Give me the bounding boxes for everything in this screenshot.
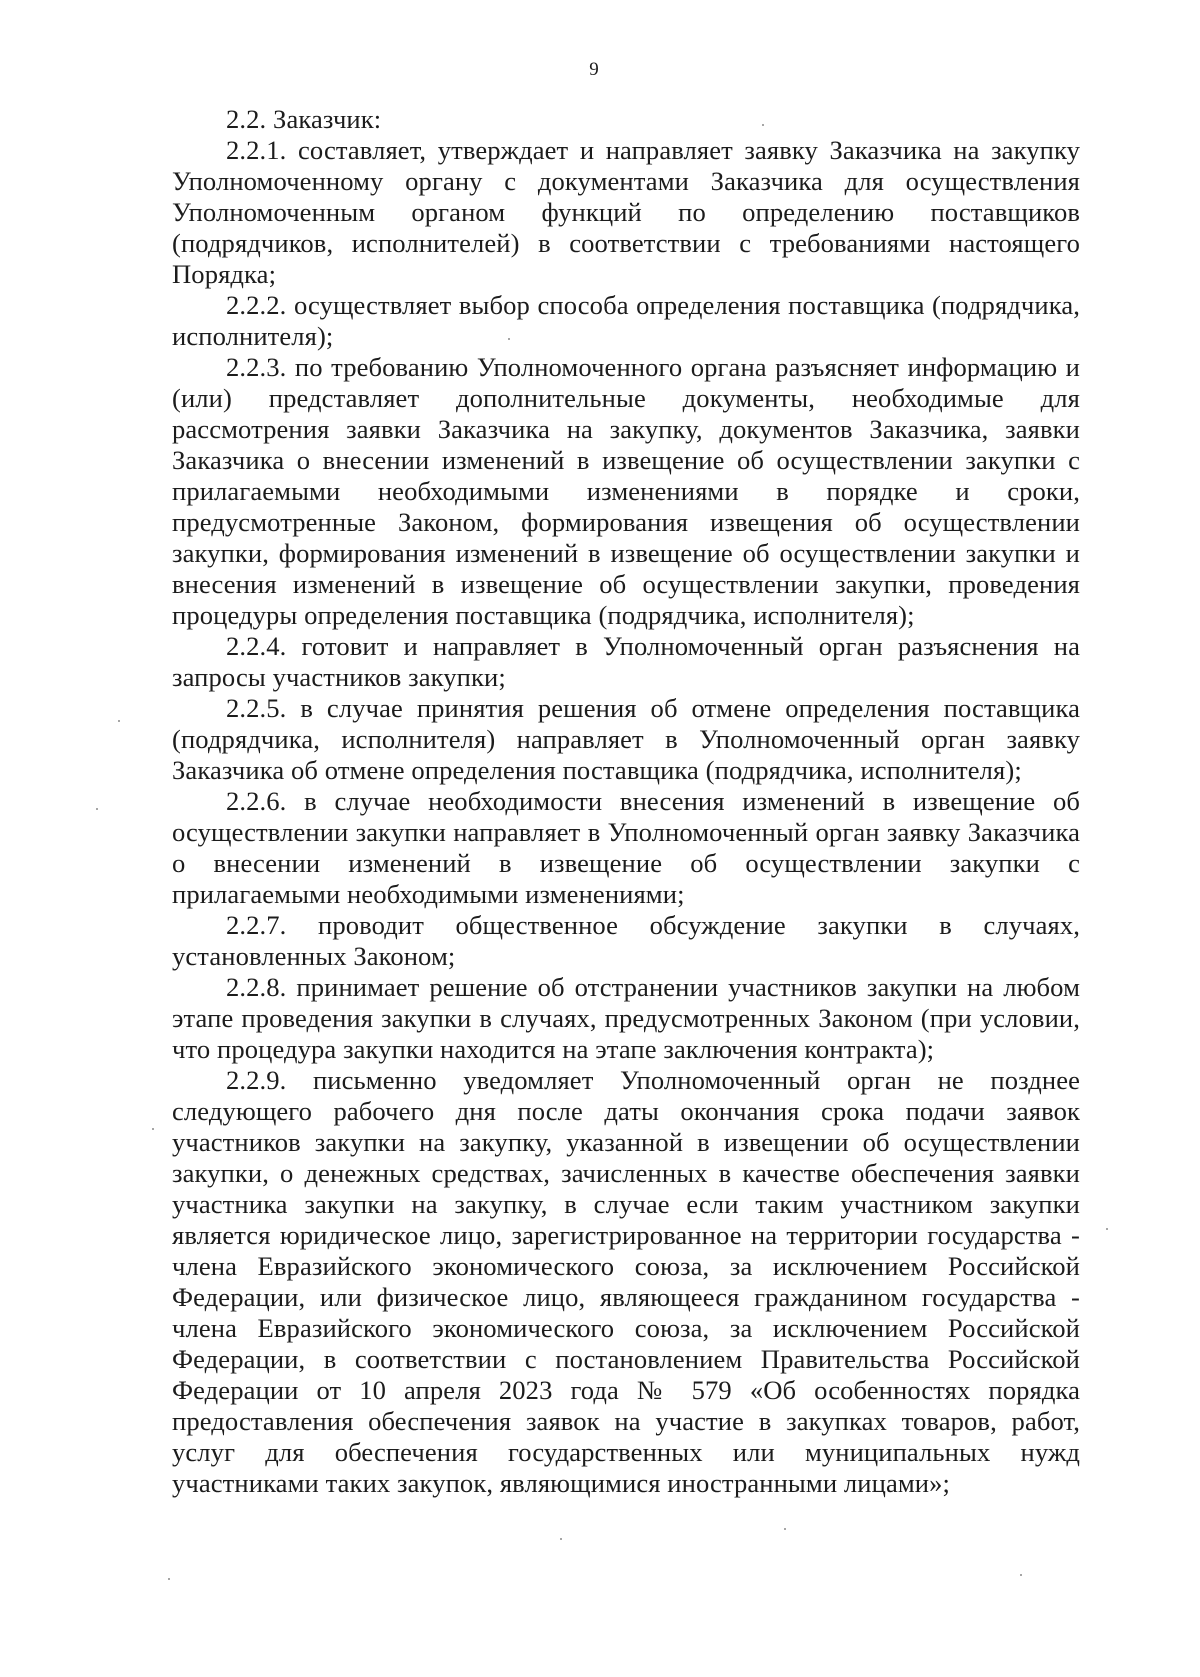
scan-speck [784,1528,786,1530]
scan-speck [508,338,510,340]
document-body [172,104,1080,1499]
scan-speck [118,720,120,722]
scan-speck [152,1128,154,1130]
scan-speck [762,124,764,126]
paragraph-2-2-7: 2.2.7. проводит общественное обсуждение закупки в случаях, установленных Законом; [172,910,1080,971]
paragraph-2-2-8: 2.2.8. принимает решение об отстранении участников закупки на любом этапе проведения закупки в случаях, предусмотренных Законом (при условии, что процедура закупки находится на этапе заключения контракта); [172,972,1080,1064]
scan-speck [560,1538,562,1540]
scan-speck [96,808,98,810]
paragraph-2-2-4: 2.2.4. готовит и направляет в Уполномоченный орган разъяснения на запросы участников закупки; [172,631,1080,692]
paragraph-2-2-2: 2.2.2. осуществляет выбор способа определения поставщика (подрядчика, исполнителя); [172,290,1080,351]
paragraph-2-2-5: 2.2.5. в случае принятия решения об отмене определения поставщика (подрядчика, исполнителя) направляет в Уполномоченный орган заявку Заказчика об отмене определения поставщика (подрядчика, исполнителя); [172,693,1080,785]
paragraph-2-2-9: 2.2.9. письменно уведомляет Уполномоченный орган не позднее следующего рабочего дня после даты окончания срока подачи заявок участников закупки на закупку, указанной в извещении об осуществлении закупки, о денежных средствах, зачисленных в качестве обеспечения заявки участника закупки на закупку, в случае если таким участником закупки является юридическое лицо, зарегистрированное на территории государства - члена Евразийского экономического союза, за исключением Российской Федерации, или физическое лицо, являющееся гражданином государства - члена Евразийского экономического союза, за исключением Российской Федерации, в соответствии с постановлением Правительства Российской Федерации от 10 апреля 2023 года № 579 «Об особенностях порядка предоставления обеспечения заявок на участие в закупках товаров, работ, услуг для обеспечения государственных или муниципальных нужд участниками таких закупок, являющимися иностранными лицами»; [172,1065,1080,1498]
paragraph-2-2-6: 2.2.6. в случае необходимости внесения изменений в извещение об осуществлении закупки направляет в Уполномоченный орган заявку Заказчика о внесении изменений в извещение об осуществлении закупки с прилагаемыми необходимыми изменениями; [172,786,1080,909]
scan-speck [168,1578,170,1580]
paragraph-2-2: 2.2. Заказчик: [226,104,382,134]
paragraph-2-2-3: 2.2.3. по требованию Уполномоченного органа разъясняет информацию и (или) представляет дополнительные документы, необходимые для рассмотрения заявки Заказчика на закупку, документов Заказчика, заявки Заказчика о внесении изменений в извещение об осуществлении закупки с прилагаемыми необходимыми изменениями в порядке и сроки, предусмотренные Законом, формирования извещения об осуществлении закупки, формирования изменений в извещение об осуществлении закупки и внесения изменений в извещение об осуществлении закупки, проведения процедуры определения поставщика (подрядчика, исполнителя); [172,352,1080,630]
paragraph-2-2-1: 2.2.1. составляет, утверждает и направляет заявку Заказчика на закупку Уполномоченному органу с документами Заказчика для осуществления Уполномоченным органом функций по определению поставщиков (подрядчиков, исполнителей) в соответствии с требованиями настоящего Порядка; [172,135,1080,289]
scan-speck [1020,1574,1022,1576]
scan-speck [1106,1228,1108,1230]
page-number: 9 [589,59,599,80]
